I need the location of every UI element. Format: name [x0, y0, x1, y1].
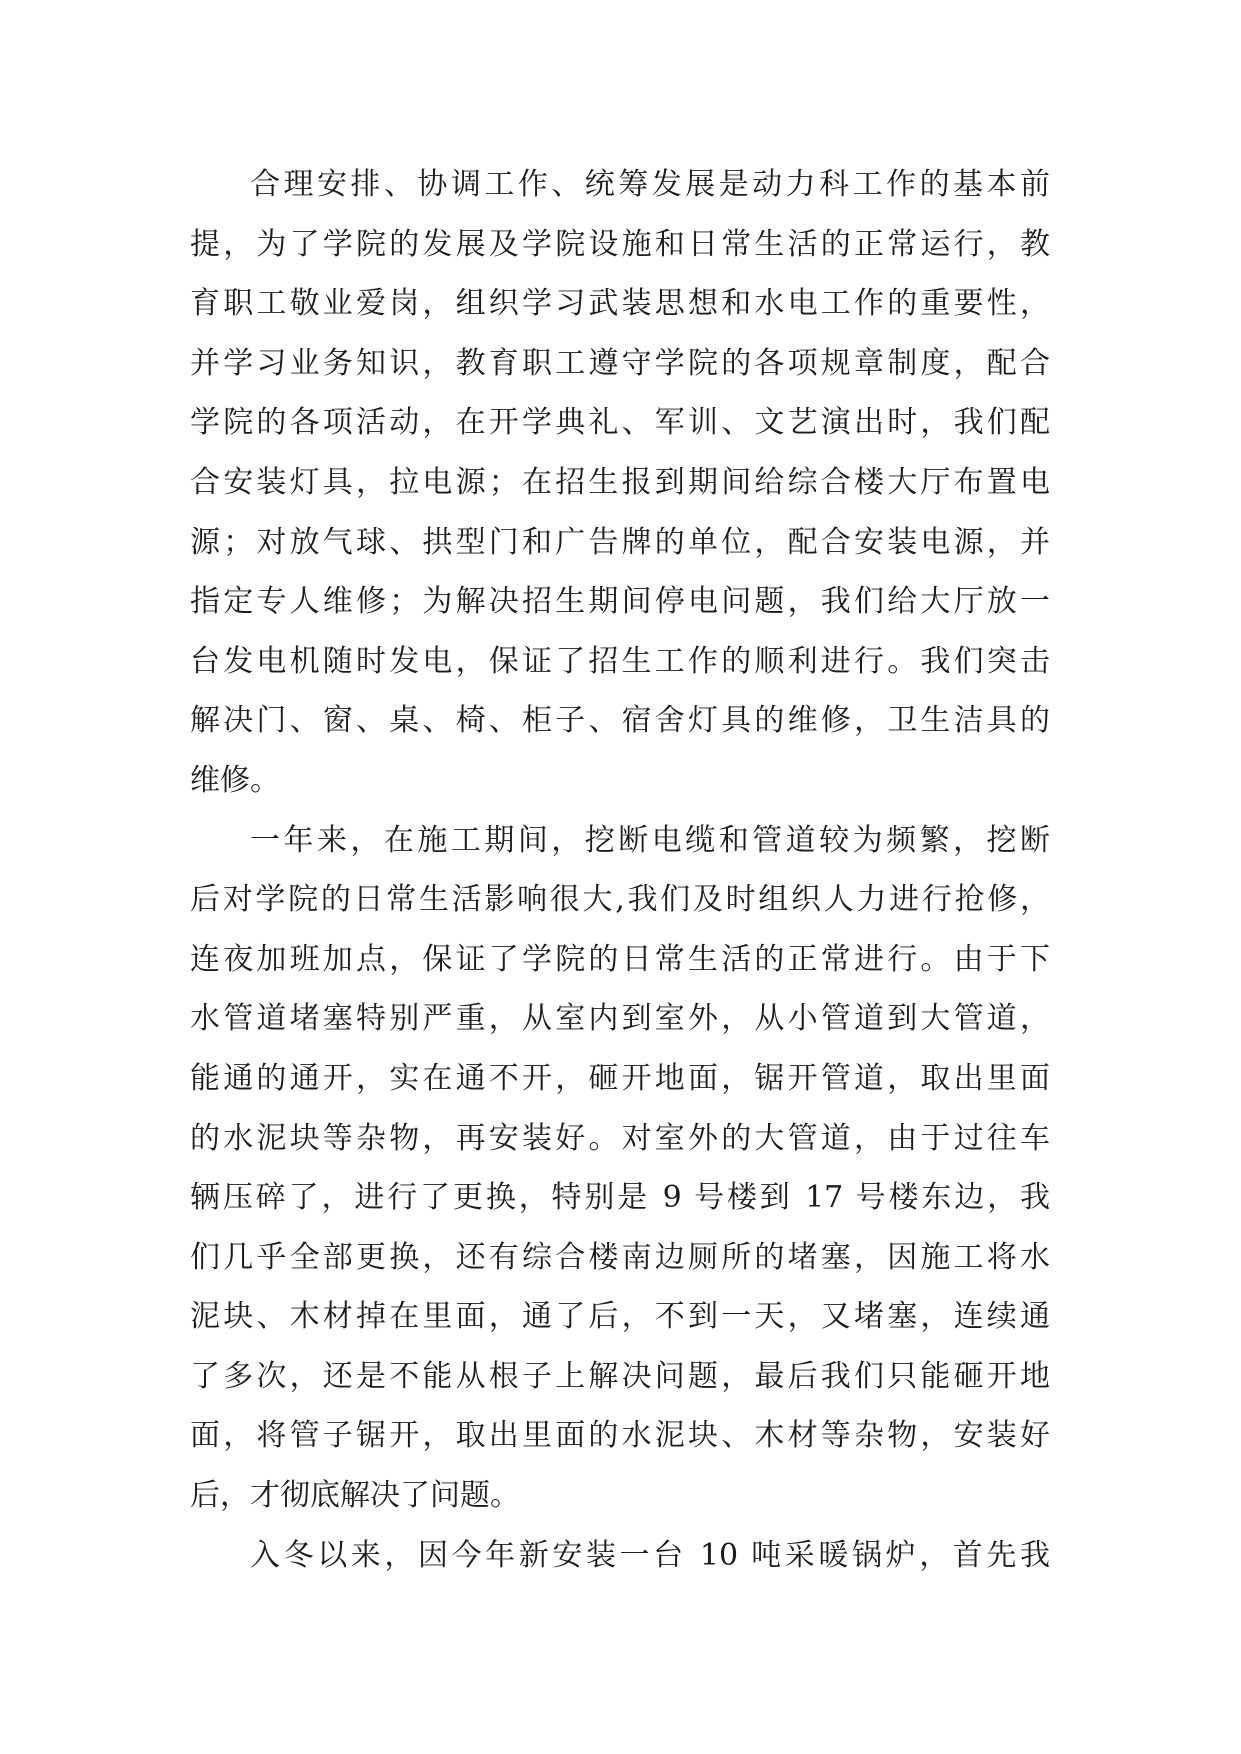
- text-line: 维修。: [190, 762, 280, 798]
- text-line: 提，为了学院的发展及学院设施和日常生活的正常运行，教: [190, 226, 1050, 262]
- text-line: 水管道堵塞特别严重，从室内到室外，从小管道到大管道，: [190, 1001, 1050, 1037]
- text-line: 并学习业务知识，教育职工遵守学院的各项规章制度，配合: [190, 345, 1050, 381]
- text-line: 源；对放气球、拱型门和广告牌的单位，配合安装电源，并: [190, 524, 1050, 560]
- text-line: 泥块、木材掉在里面，通了后，不到一天，又堵塞，连续通: [190, 1299, 1050, 1335]
- text-line: 指定专人维修；为解决招生期间停电问题，我们给大厅放一: [190, 584, 1050, 620]
- text-line: 合安装灯具，拉电源；在招生报到期间给综合楼大厅布置电: [190, 464, 1050, 500]
- paragraph-3: [190, 1526, 1050, 1586]
- text-line: 一年来，在施工期间，挖断电缆和管道较为频繁，挖断: [250, 822, 1050, 858]
- paragraph-1: [190, 155, 1050, 811]
- text-line: 育职工敬业爱岗，组织学习武装思想和水电工作的重要性，: [190, 286, 1050, 322]
- text-line: 能通的通开，实在通不开，砸开地面，锯开管道，取出里面: [190, 1060, 1050, 1096]
- text-line: 后，才彻底解决了问题。: [190, 1478, 520, 1514]
- document-body: [190, 155, 1050, 1585]
- text-line: 合理安排、协调工作、统筹发展是动力科工作的基本前: [250, 167, 1050, 202]
- text-line: 了多次，还是不能从根子上解决问题，最后我们只能砸开地: [190, 1358, 1050, 1394]
- text-line: 的水泥块等杂物，再安装好。对室外的大管道，由于过往车: [190, 1120, 1050, 1156]
- paragraph-2: [190, 811, 1050, 1526]
- text-line: 台发电机随时发电，保证了招生工作的顺利进行。我们突击: [190, 643, 1050, 679]
- text-line: 解决门、窗、桌、椅、柜子、宿舍灯具的维修，卫生洁具的: [190, 703, 1050, 739]
- text-line: 后对学院的日常生活影响很大,我们及时组织人力进行抢修，: [190, 882, 1050, 918]
- text-line: 们几乎全部更换，还有综合楼南边厕所的堵塞，因施工将水: [190, 1239, 1050, 1275]
- text-line: 连夜加班加点，保证了学院的日常生活的正常进行。由于下: [190, 941, 1050, 977]
- text-line: 学院的各项活动，在开学典礼、军训、文艺演出时，我们配: [190, 405, 1050, 441]
- text-line: 入冬以来，因今年新安装一台 10 吨采暖锅炉，首先我: [250, 1537, 1050, 1573]
- text-line: 面，将管子锯开，取出里面的水泥块、木材等杂物，安装好: [190, 1418, 1050, 1454]
- text-line: 辆压碎了，进行了更换，特别是 9 号楼到 17 号楼东边，我: [190, 1180, 1050, 1216]
